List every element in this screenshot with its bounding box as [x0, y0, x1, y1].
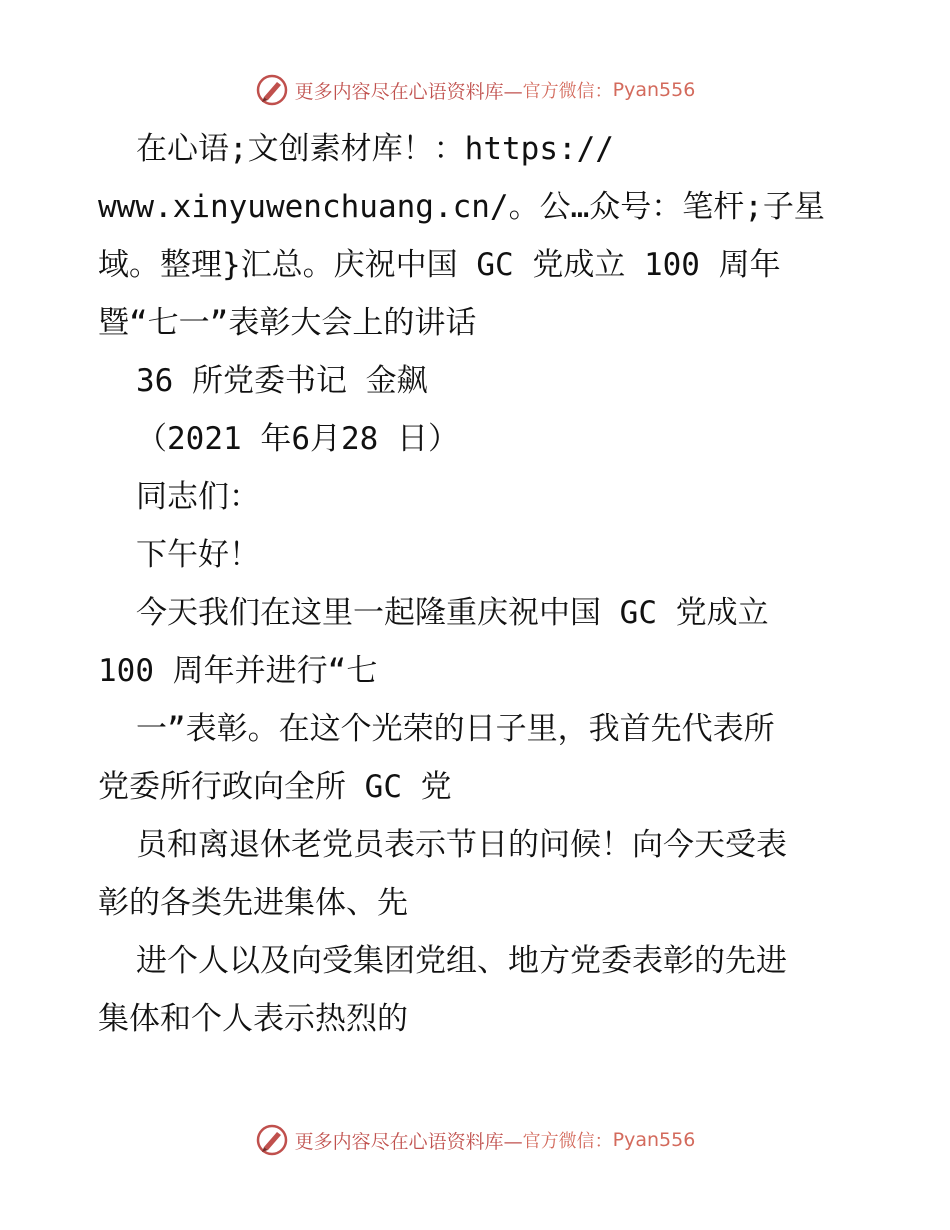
salutation-line: 同志们： [136, 479, 260, 515]
text-line: 暨“七一”表彰大会上的讲话 [98, 305, 477, 341]
text-line: 进个人以及向受集团党组、地方党委表彰的先进 [136, 943, 787, 979]
text-line: 员和离退休老党员表示节日的问候！向今天受表 [136, 827, 787, 863]
banner-wechat-id: Pyan556 [612, 1129, 696, 1151]
banner-wechat-id: Pyan556 [612, 79, 696, 101]
banner-wechat-label: 官方微信： [522, 81, 613, 102]
text-line: 今天我们在这里一起隆重庆祝中国 GC 党成立 [136, 595, 769, 631]
footer-banner [0, 1120, 950, 1160]
text-line: 党委所行政向全所 GC 党 [98, 769, 452, 805]
logo-icon [255, 73, 289, 107]
greeting-line: 下午好！ [136, 537, 260, 573]
text-line: 在心语;文创素材库！：https:// [136, 131, 614, 167]
text-line: 一”表彰。在这个光荣的日子里，我首先代表所 [136, 711, 775, 747]
header-banner [0, 70, 950, 110]
text-line: 100 周年并进行“七 [98, 653, 378, 689]
banner-text: 更多内容尽在心语资料库— [294, 80, 523, 103]
date-line: （2021 年6月28 日） [136, 421, 459, 457]
author-line: 36 所党委书记 金飙 [136, 363, 428, 399]
text-line: www.xinyuwenchuang.cn/。公…众号：笔杆;子星 [98, 189, 825, 225]
banner-wechat-label: 官方微信： [522, 1131, 613, 1152]
text-line: 彰的各类先进集体、先 [98, 885, 408, 921]
banner-text: 更多内容尽在心语资料库— [294, 1130, 523, 1153]
text-line: 集体和个人表示热烈的 [98, 1001, 408, 1037]
logo-icon [255, 1123, 289, 1157]
text-line: 域。整理}汇总。庆祝中国 GC 党成立 100 周年 [98, 247, 781, 283]
